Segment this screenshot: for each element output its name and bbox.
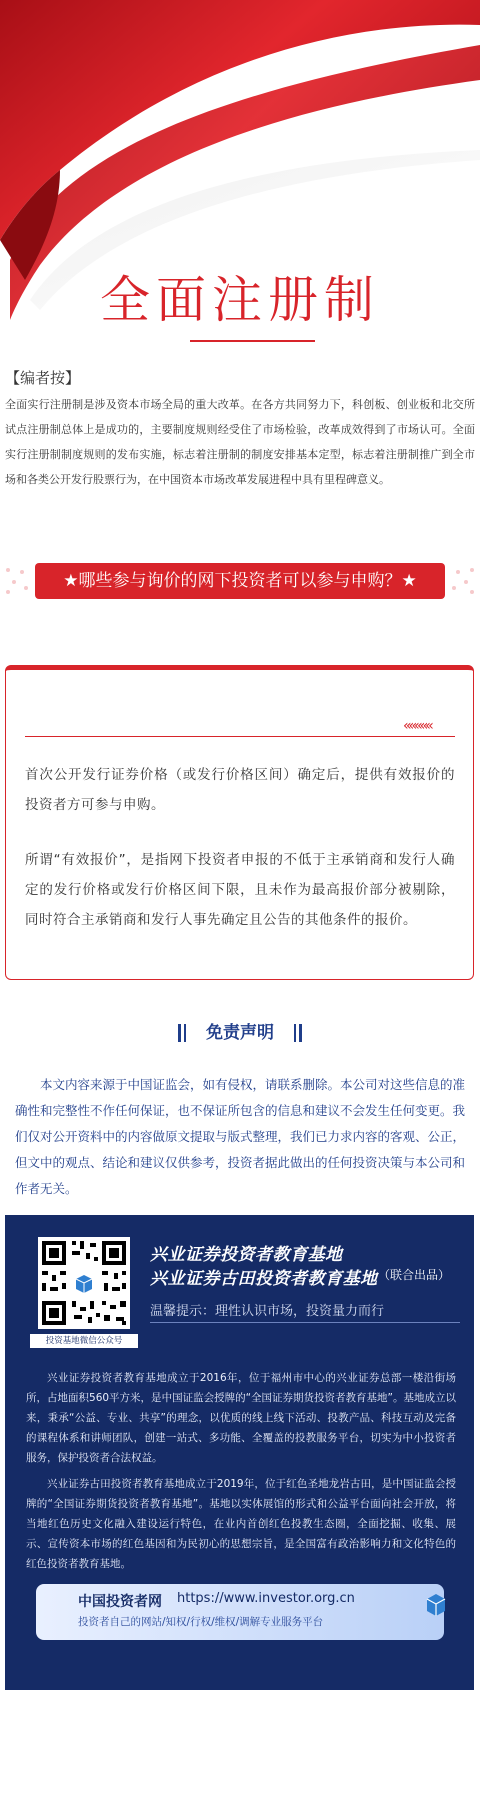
cube-logo-icon <box>425 1593 447 1617</box>
panel-paragraph-1: 兴业证券投资者教育基地成立于2016年，位于福州市中心的兴业证券总部一楼沿街场所，占地面积560平方米，是中国证监会授牌的“全国证券期货投资者教育基地”。基地成立以来，秉承“公益、专业、共享”的理念，以优质的线上线下活动、投教产品、科技互动及完备的课程体系和讲师团队，创建一站式、多功能、全覆盖的投教服务平台，切实为中小投资者服务，保护投资者合法权益。 <box>26 1372 456 1464</box>
panel-paragraph-2: 兴业证券古田投资者教育基地成立于2019年，位于红色圣地龙岩古田，是中国证监会授牌的“全国证券期货投资者教育基地”。基地以实体展馆的形式和公益平台面向社会开放，将当地红色历史文化融入建设运行特色，在业内首创红色投教生态圈，全面挖掘、收集、展示、宣传资本市场的红色基因和为民初心的思想宗旨，是全国富有政治影响力和文化特色的红色投资者教育基地。 <box>26 1478 456 1570</box>
disclaimer-title: 免责声明 <box>206 1023 274 1043</box>
org-name-1: 兴业证券投资者教育基地 <box>150 1245 343 1265</box>
card-divider <box>25 736 455 737</box>
title-underline <box>190 340 315 342</box>
disclaimer-body: 本文内容来源于中国证监会，如有侵权，请联系删除。本公司对这些信息的准确性和完整性不作任何保证，也不保证所包含的信息和建议不会发生任何变更。我们仅对公开资料中的内容做原文提取与版式整理，我们已力求内容的客观、公正，但文中的观点、结论和建议仅供参考，投资者据此做出的任何投资决策与本公司和作者无关。 <box>15 1077 466 1196</box>
org-name-2: 兴业证券古田投资者教育基地 <box>150 1269 378 1289</box>
question-banner: ★哪些参与询价的网下投资者可以参与申购？★ <box>35 563 445 599</box>
answer-paragraph-1: 首次公开发行证券价格（或发行价格区间）确定后，提供有效报价的投资者方可参与申购。 <box>25 767 455 813</box>
tip-divider <box>150 1322 460 1323</box>
site-url-link[interactable]: https://www.investor.org.cn <box>177 1591 355 1606</box>
answer-paragraph-2: 所谓“有效报价”，是指网下投资者申报的不低于主承销商和发行人确定的发行价格或发行价格区间下限，且未作为最高报价部分被剔除，同时符合主承销商和发行人事先确定且公告的其他条件的报价。 <box>25 852 455 928</box>
site-subtitle: 投资者自己的网站/知权/行权/维权/调解专业服务平台 <box>78 1616 324 1628</box>
disclaimer-bar-icon <box>294 1024 296 1042</box>
qr-code-icon <box>38 1237 130 1329</box>
editor-note-label: 【编者按】 <box>5 369 81 387</box>
chevrons-icon: ««««« <box>403 718 431 734</box>
warm-tip: 温馨提示：理性认识市场，投资量力而行 <box>150 1304 385 1319</box>
editor-note-body: 全面实行注册制是涉及资本市场全局的重大改革。在各方共同努力下，科创板、创业板和北交所试点注册制总体上是成功的，主要制度规则经受住了市场检验，改革成效得到了市场认可。全面实行注册制制度规则的发布实施，标志着注册制的制度安排基本定型，标志着注册制推广到全市场和各类公开发行股票行为，在中国资本市场改革发展进程中具有里程碑意义。 <box>5 398 475 486</box>
qr-caption: 投资基地微信公众号 <box>30 1334 138 1348</box>
disclaimer-bar-icon <box>299 1024 302 1042</box>
page-title: 全面注册制 <box>100 271 380 329</box>
site-name: 中国投资者网 <box>78 1594 162 1610</box>
joint-production-label: （联合出品） <box>378 1268 451 1282</box>
